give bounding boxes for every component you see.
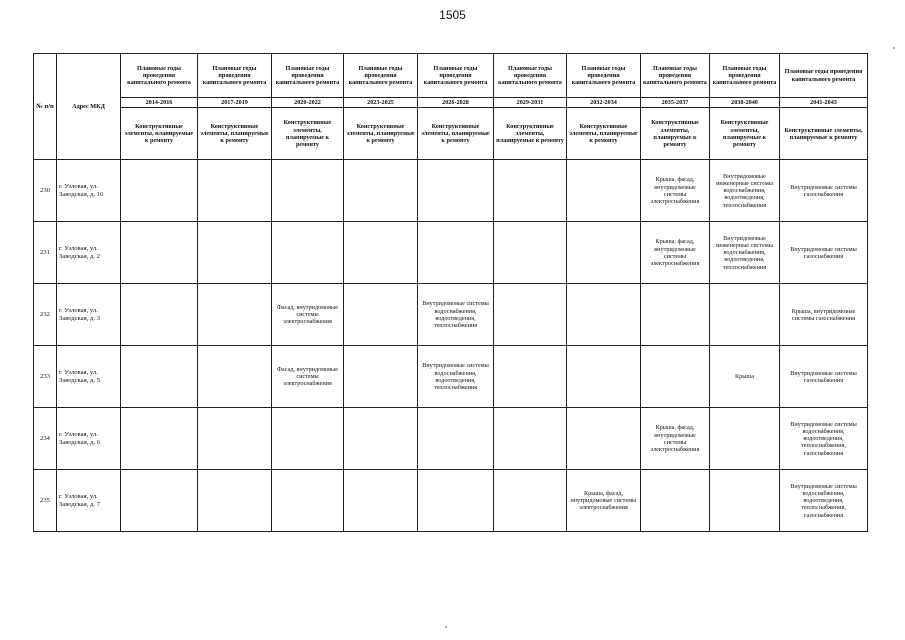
planned-work-cell xyxy=(567,222,641,284)
planned-years-header: Плановые годы проведения капитального ремонта xyxy=(710,54,780,98)
header-row-periods xyxy=(34,98,868,108)
planned-years-header: Плановые годы проведения капитального ремонта xyxy=(780,54,868,98)
elements-header: Конструктивные элементы, планируемые к ремонту xyxy=(344,108,418,160)
planned-work-cell: Внутридомовые системы водоснабжения, водоотведения, теплоснабжения, газоснабжения xyxy=(780,470,868,532)
row-number: 234 xyxy=(34,408,57,470)
row-address: г. Узловая, ул. Заводская, д. 16 xyxy=(57,160,121,222)
elements-header: Конструктивные элементы, планируемые к ремонту xyxy=(780,108,868,160)
planned-work-cell xyxy=(121,408,198,470)
table-row xyxy=(34,222,868,284)
planned-work-cell xyxy=(641,284,710,346)
table-row xyxy=(34,408,868,470)
header-row-elements xyxy=(34,108,868,160)
row-address: г. Узловая, ул. Заводская, д. 5 xyxy=(57,346,121,408)
planned-work-cell xyxy=(710,470,780,532)
planned-work-cell xyxy=(198,284,272,346)
planned-work-cell: Внутридомовые инженерные системы водоснабжения, водоотведения, теплоснабжения xyxy=(710,222,780,284)
planned-work-cell xyxy=(344,222,418,284)
table-row xyxy=(34,160,868,222)
planned-work-cell: Крыша, фасад, внутридомовые системы электроснабжения xyxy=(641,408,710,470)
period-header: 2026-2028 xyxy=(418,98,494,108)
period-header: 2041-2043 xyxy=(780,98,868,108)
period-header: 2017-2019 xyxy=(198,98,272,108)
planned-work-cell xyxy=(418,160,494,222)
planned-work-cell: Внутридомовые инженерные системы водоснабжения, водоотведения, теплоснабжения xyxy=(710,160,780,222)
row-number: 233 xyxy=(34,346,57,408)
planned-work-cell xyxy=(272,160,344,222)
planned-years-header: Плановые годы проведения капитального ремонта xyxy=(567,54,641,98)
planned-work-cell: Крыша, внутридомовые системы газоснабжения xyxy=(780,284,868,346)
planned-work-cell xyxy=(272,222,344,284)
planned-work-cell: Фасад, внутридомовые системы электроснабжения xyxy=(272,284,344,346)
elements-header: Конструктивные элементы, планируемые к ремонту xyxy=(121,108,198,160)
planned-years-header: Плановые годы проведения капитального ремонта xyxy=(344,54,418,98)
planned-years-header: Плановые годы проведения капитального ремонта xyxy=(121,54,198,98)
table-body xyxy=(34,160,868,532)
planned-work-cell xyxy=(567,408,641,470)
row-address: г. Узловая, ул. Заводская, д. 2 xyxy=(57,222,121,284)
planned-work-cell xyxy=(418,222,494,284)
elements-header: Конструктивные элементы, планируемые к ремонту xyxy=(198,108,272,160)
planned-work-cell: Внутридомовые системы газоснабжения xyxy=(780,160,868,222)
scan-speck xyxy=(445,626,447,628)
planned-years-header: Плановые годы проведения капитального ремонта xyxy=(272,54,344,98)
planned-work-cell xyxy=(198,222,272,284)
planned-work-cell xyxy=(567,284,641,346)
table-row xyxy=(34,470,868,532)
period-header: 2023-2025 xyxy=(344,98,418,108)
planned-work-cell xyxy=(344,408,418,470)
planned-work-cell xyxy=(494,222,567,284)
planned-work-cell: Крыша xyxy=(710,346,780,408)
planned-work-cell: Внутридомовые системы газоснабжения xyxy=(780,346,868,408)
table-row xyxy=(34,346,868,408)
row-address: г. Узловая, ул. Заводская, д. 7 xyxy=(57,470,121,532)
planned-years-header: Плановые годы проведения капитального ремонта xyxy=(418,54,494,98)
period-header: 2029-2031 xyxy=(494,98,567,108)
planned-work-cell xyxy=(494,160,567,222)
planned-work-cell: Крыша, фасад, внутридомовые системы электроснабжения xyxy=(567,470,641,532)
planned-work-cell xyxy=(198,160,272,222)
planned-work-cell xyxy=(272,408,344,470)
column-header-number: № п/п xyxy=(34,54,57,160)
planned-work-cell xyxy=(494,284,567,346)
planned-work-cell xyxy=(121,470,198,532)
period-header: 2014-2016 xyxy=(121,98,198,108)
planned-work-cell xyxy=(567,346,641,408)
period-header: 2020-2022 xyxy=(272,98,344,108)
planned-work-cell: Фасад, внутридомовые системы электроснабжения xyxy=(272,346,344,408)
row-number: 230 xyxy=(34,160,57,222)
planned-work-cell xyxy=(344,160,418,222)
planned-work-cell xyxy=(710,284,780,346)
scan-speck xyxy=(893,47,895,49)
row-number: 231 xyxy=(34,222,57,284)
planned-work-cell xyxy=(641,470,710,532)
planned-work-cell: Внутридомовые системы газоснабжения xyxy=(780,222,868,284)
planned-work-cell xyxy=(710,408,780,470)
planned-work-cell: Внутридомовые системы водоснабжения, водоотведения, теплоснабжения xyxy=(418,346,494,408)
planned-work-cell xyxy=(344,284,418,346)
planned-work-cell xyxy=(641,346,710,408)
planned-work-cell xyxy=(121,346,198,408)
planned-work-cell xyxy=(567,160,641,222)
planned-work-cell xyxy=(418,470,494,532)
header-row-planned xyxy=(34,54,868,98)
planned-years-header: Плановые годы проведения капитального ремонта xyxy=(641,54,710,98)
planned-work-cell xyxy=(198,346,272,408)
period-header: 2032-2034 xyxy=(567,98,641,108)
elements-header: Конструктивные элементы, планируемые к ремонту xyxy=(418,108,494,160)
elements-header: Конструктивные элементы, планируемые к ремонту xyxy=(494,108,567,160)
planned-work-cell xyxy=(494,346,567,408)
row-address: г. Узловая, ул. Заводская, д. 3 xyxy=(57,284,121,346)
planned-work-cell xyxy=(272,470,344,532)
planned-work-cell: Крыша, фасад, внутридомовые системы электроснабжения xyxy=(641,160,710,222)
elements-header: Конструктивные элементы, планируемые к ремонту xyxy=(710,108,780,160)
page-number: 1505 xyxy=(439,8,466,22)
planned-work-cell xyxy=(121,160,198,222)
planned-work-cell xyxy=(494,408,567,470)
planned-work-cell xyxy=(418,408,494,470)
planned-work-cell xyxy=(494,470,567,532)
planned-work-cell xyxy=(121,222,198,284)
period-header: 2038-2040 xyxy=(710,98,780,108)
row-address: г. Узловая, ул. Заводская, д. 6 xyxy=(57,408,121,470)
planned-work-cell: Крыша, фасад, внутридомовые системы электроснабжения xyxy=(641,222,710,284)
elements-header: Конструктивные элементы, планируемые к ремонту xyxy=(272,108,344,160)
planned-work-cell xyxy=(198,470,272,532)
planned-work-cell: Внутридомовые системы водоснабжения, водоотведения, теплоснабжения xyxy=(418,284,494,346)
planned-years-header: Плановые годы проведения капитального ремонта xyxy=(494,54,567,98)
planned-work-cell xyxy=(198,408,272,470)
planned-years-header: Плановые годы проведения капитального ремонта xyxy=(198,54,272,98)
elements-header: Конструктивные элементы, планируемые к ремонту xyxy=(567,108,641,160)
table-row xyxy=(34,284,868,346)
row-number: 232 xyxy=(34,284,57,346)
planned-work-cell: Внутридомовые системы водоснабжения, водоотведения, теплоснабжения, газоснабжения xyxy=(780,408,868,470)
period-header: 2035-2037 xyxy=(641,98,710,108)
elements-header: Конструктивные элементы, планируемые к ремонту xyxy=(641,108,710,160)
column-header-address: Адрес МКД xyxy=(57,54,121,160)
planned-work-cell xyxy=(344,470,418,532)
row-number: 235 xyxy=(34,470,57,532)
repair-schedule-table xyxy=(33,53,868,532)
planned-work-cell xyxy=(121,284,198,346)
planned-work-cell xyxy=(344,346,418,408)
